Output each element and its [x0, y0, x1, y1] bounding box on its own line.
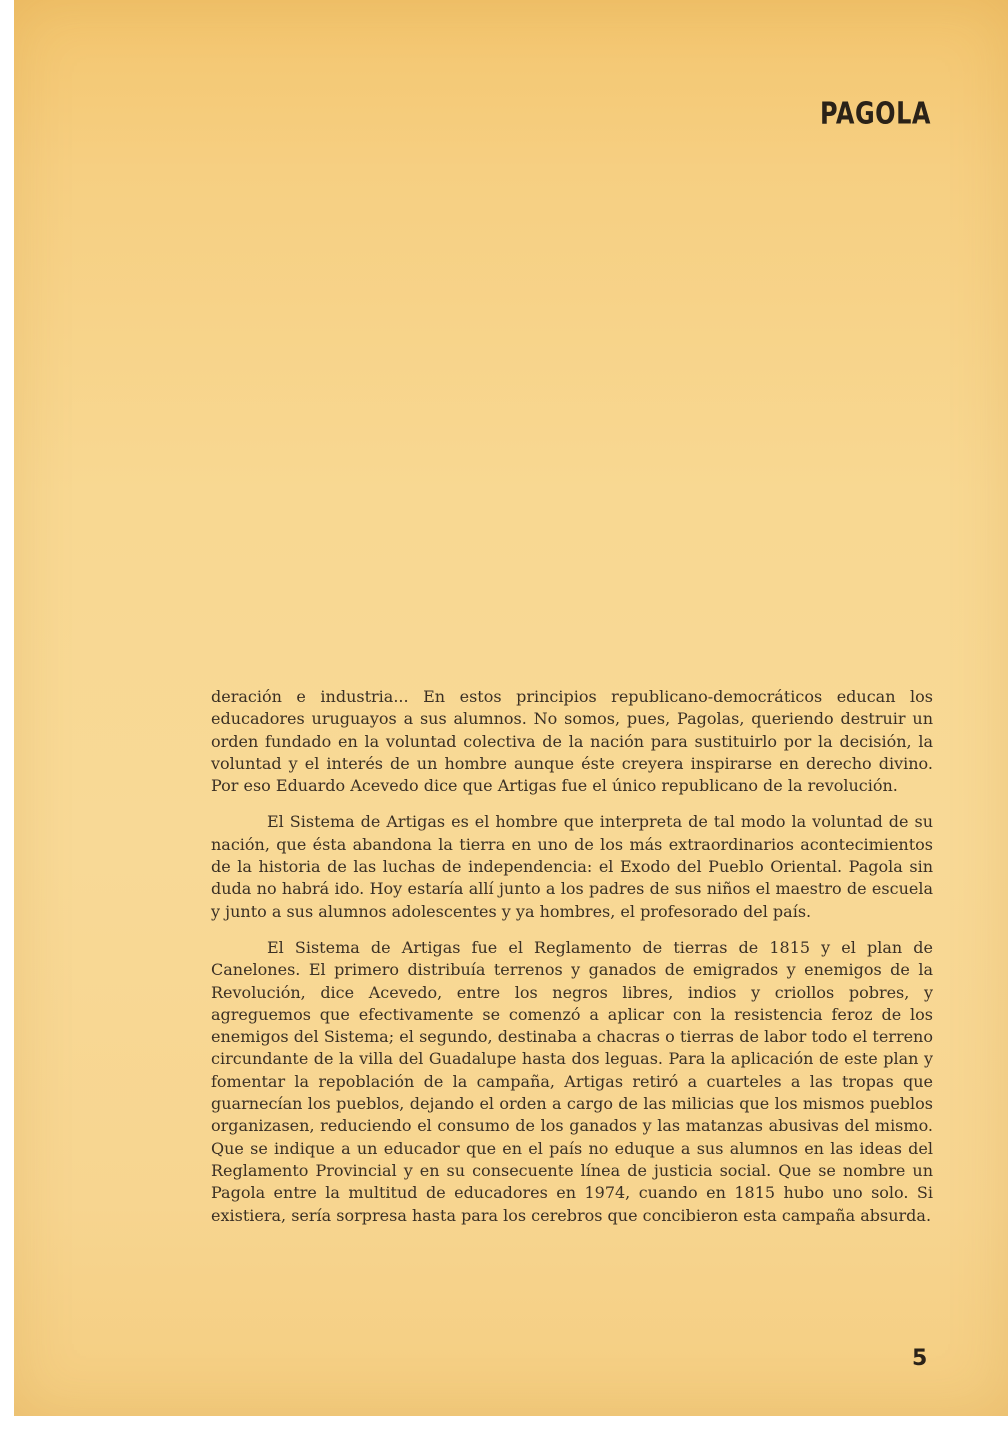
- page-number: 5: [912, 1346, 928, 1371]
- paragraph-3: El Sistema de Artigas fue el Reglamento de tierras de 1815 y el plan de Canelones. El primero distribuía terrenos y ganados de emigrados y enemigos de la Revolución, dice Acevedo, entre los negros libres, indios y criollos pobres, y agreguemos que efectivamente se comenzó a aplicar con la resistencia feroz de los enemigos del Sistema; el segundo, destinaba a chacras o tierras de labor todo el terreno circundante de la villa del Guadalupe hasta dos leguas. Para la aplicación de este plan y fomentar la repoblación de la campaña, Artigas retiró a cuarteles a las tropas que guarnecían los pueblos, dejando el orden a cargo de las milicias que los mismos pueblos organizasen, reduciendo el consumo de los ganados y las matanzas abusivas del mismo. Que se indique a un educador que en el país no eduque a sus alumnos en las ideas del Reglamento Provincial y en su consecuente línea de justicia social. Que se nombre un Pagola entre la multitud de educadores en 1974, cuando en 1815 hubo uno solo. Si existiera, sería sorpresa hasta para los cerebros que concibieron esta campaña absurda.: [211, 937, 933, 1225]
- body-text: [211, 686, 933, 1227]
- running-header-title: PAGOLA: [820, 96, 931, 131]
- document-page: [14, 0, 1008, 1416]
- paragraph-2: El Sistema de Artigas es el hombre que interpreta de tal modo la voluntad de su nación, que ésta abandona la tierra en uno de los más extraordinarios acontecimientos de la historia de las luchas de independencia: el Exodo del Pueblo Oriental. Pagola sin duda no habrá ido. Hoy estaría allí junto a los padres de sus niños el maestro de escuela y junto a sus alumnos adolescentes y ya hombres, el profesorado del país.: [211, 812, 933, 921]
- paragraph-1: deración e industria... En estos principios republicano-democráticos educan los educadores uruguayos a sus alumnos. No somos, pues, Pagolas, queriendo destruir un orden fundado en la voluntad colectiva de la nación para sustituirlo por la decisión, la voluntad y el interés de un hombre aunque éste creyera inspirarse en derecho divino. Por eso Eduardo Acevedo dice que Artigas fue el único republicano de la revolución.: [211, 687, 933, 796]
